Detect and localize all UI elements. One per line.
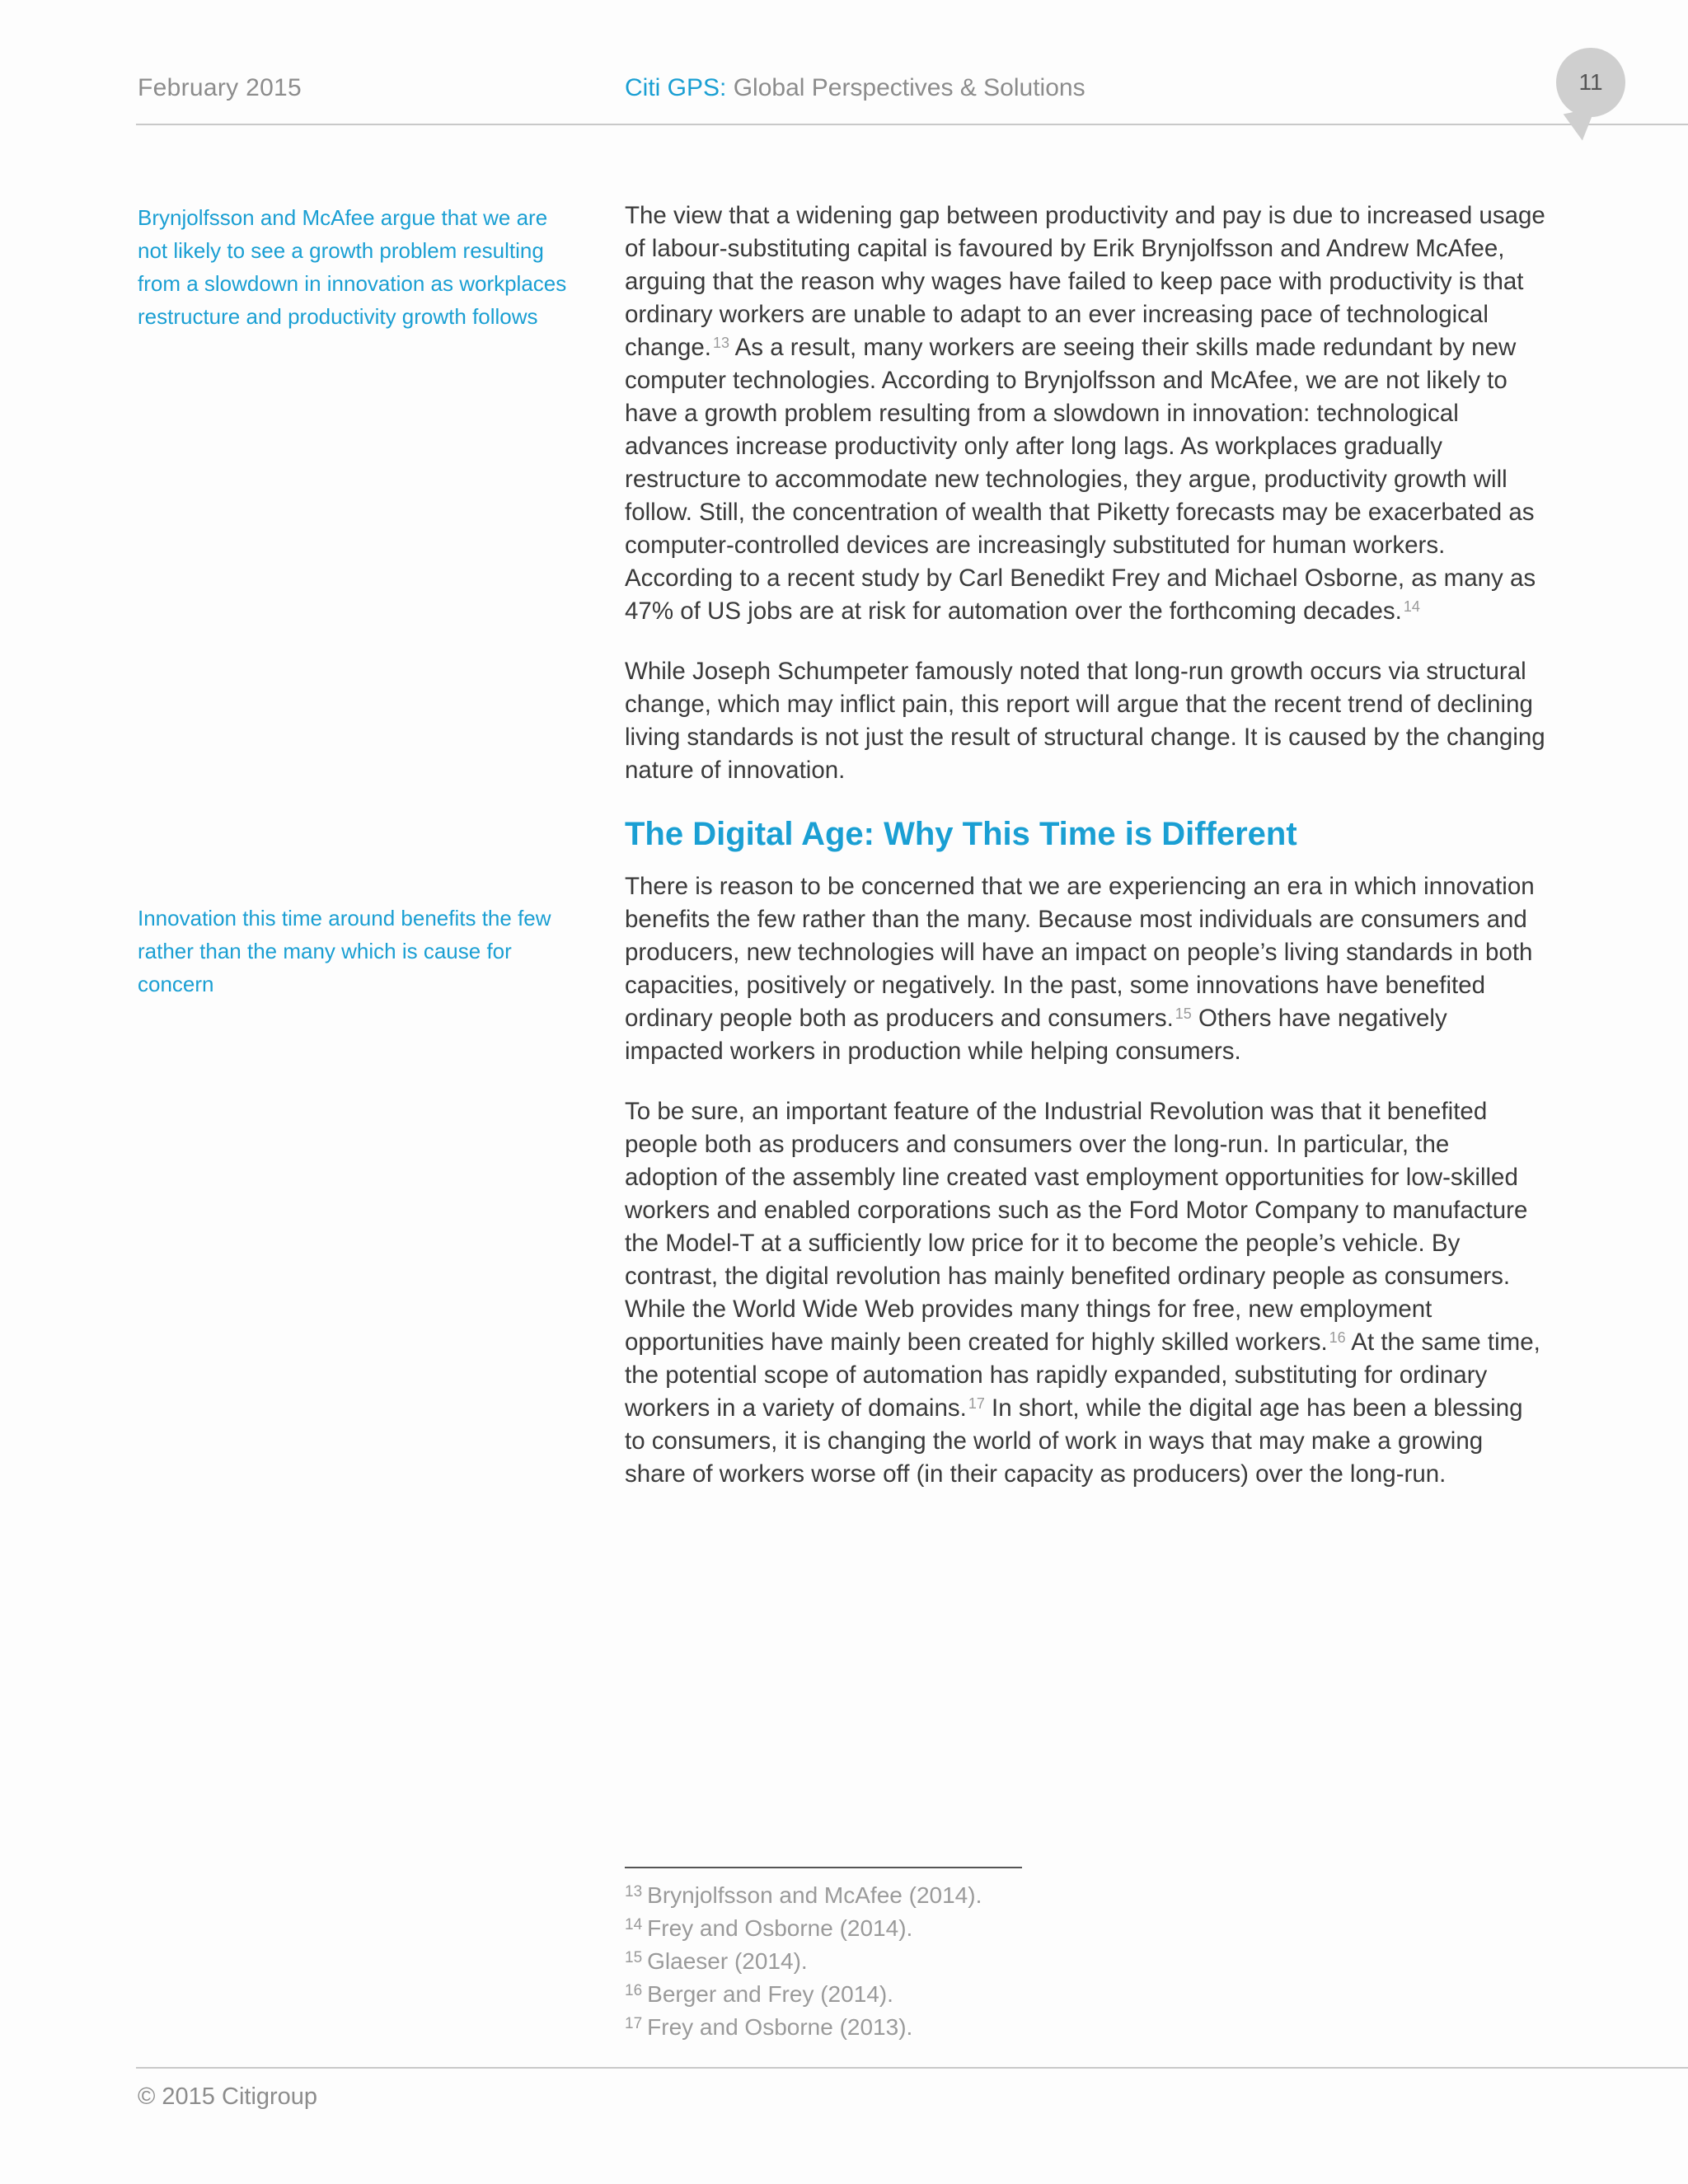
header-brand: Citi GPS: [625, 74, 727, 101]
main-body [625, 199, 1548, 1518]
footnotes [625, 1879, 1367, 2044]
footnote-divider [625, 1867, 1022, 1868]
footnote-item: $^{14}$ Frey and Osborne (2014). [625, 1915, 913, 1941]
copyright: © 2015 Citigroup [138, 2083, 318, 2110]
header-date: February 2015 [138, 74, 302, 101]
paragraph: There is reason to be concerned that we are experiencing an era in which innovation benefits the few rather than the many. Because most individuals are consumers and producers, new technologies will have an impact on people’s living standards in both capacities, positively or negatively. In the past, some innovations have benefited ordinary people both as producers and consumers. $^{15}$ Others have negatively impacted workers in production while helping consumers. [625, 873, 1535, 1065]
page-number: 11 [1578, 69, 1603, 95]
paragraph: To be sure, an important feature of the Industrial Revolution was that it benefited people both as producers and consumers over the long-run. In particular, the adoption of the assembly line created vast employment opportunities for low-skilled workers and enabled corporations such as the Ford Motor Company to manufacture the Model-T at a sufficiently low price for it to become the people’s vehicle. By contrast, the digital revolution has mainly benefited ordinary people as consumers. While the World Wide Web provides many things for free, new employment opportunities have mainly been created for highly skilled workers. $^{16}$ At the same time, the potential scope of automation has rapidly expanded, substituting for ordinary workers in a variety of domains. $^{17}$ In short, while the digital age has been a blessing to consumers, it is changing the world of work in ways that may make a growing share of workers worse off (in their capacity as producers) over the long-run. [625, 1098, 1540, 1488]
footnote-item: $^{13}$ Brynjolfsson and McAfee (2014). [625, 1882, 982, 1908]
footnote-item: $^{15}$ Glaeser (2014). [625, 1948, 808, 1974]
footnote-ref[interactable]: 15 [1175, 1005, 1192, 1022]
footnote-item: $^{16}$ Berger and Frey (2014). [625, 1981, 893, 2007]
footnote-ref[interactable]: 13 [712, 335, 730, 351]
footnote-ref[interactable]: 17 [968, 1395, 985, 1412]
header-divider [136, 124, 1688, 125]
footnote-ref[interactable]: 14 [1403, 598, 1420, 615]
page-number-badge [1556, 48, 1625, 117]
paragraph: The view that a widening gap between productivity and pay is due to increased usage of labour-substituting capital is favoured by Erik Brynjolfsson and Andrew McAfee, arguing that the reason why wages have failed to keep pace with productivity is that ordinary workers are unable to adapt to an ever increasing pace of technological change. $^{13}$ As a result, many workers are seeing their skills made redundant by new computer technologies. According to Brynjolfsson and McAfee, we are not likely to have a growth problem resulting from a slowdown in innovation: technological advances increase productivity only after long lags. As workplaces gradually restructure to accommodate new technologies, they argue, productivity growth will follow. Still, the concentration of wealth that Piketty forecasts may be exacerbated as computer-controlled devices are increasingly substituted for human workers. According to a recent study by Carl Benedikt Frey and Michael Osborne, as many as 47% of US jobs are at risk for automation over the forthcoming decades. $^{14}$ [625, 202, 1545, 625]
footnote-ref[interactable]: 16 [1329, 1329, 1346, 1346]
section-heading: The Digital Age: Why This Time is Different [625, 816, 1297, 852]
sidenote-growth: Brynjolfsson and McAfee argue that we are not likely to see a growth problem resulting from a slowdown in innovation as workplaces restructure and productivity growth follows [138, 205, 567, 329]
header-subtitle: Global Perspectives & Solutions [726, 74, 1085, 101]
sidenote-innovation: Innovation this time around benefits the few rather than the many which is cause for concern [138, 906, 551, 996]
paragraph: While Joseph Schumpeter famously noted that long-run growth occurs via structural change, which may inflict pain, this report will argue that the recent trend of declining living standards is not just the result of structural change. It is caused by the changing nature of innovation. [625, 658, 1545, 784]
footnote-item: $^{17}$ Frey and Osborne (2013). [625, 2014, 913, 2040]
footer-divider [136, 2067, 1688, 2069]
header-title [625, 74, 1085, 102]
